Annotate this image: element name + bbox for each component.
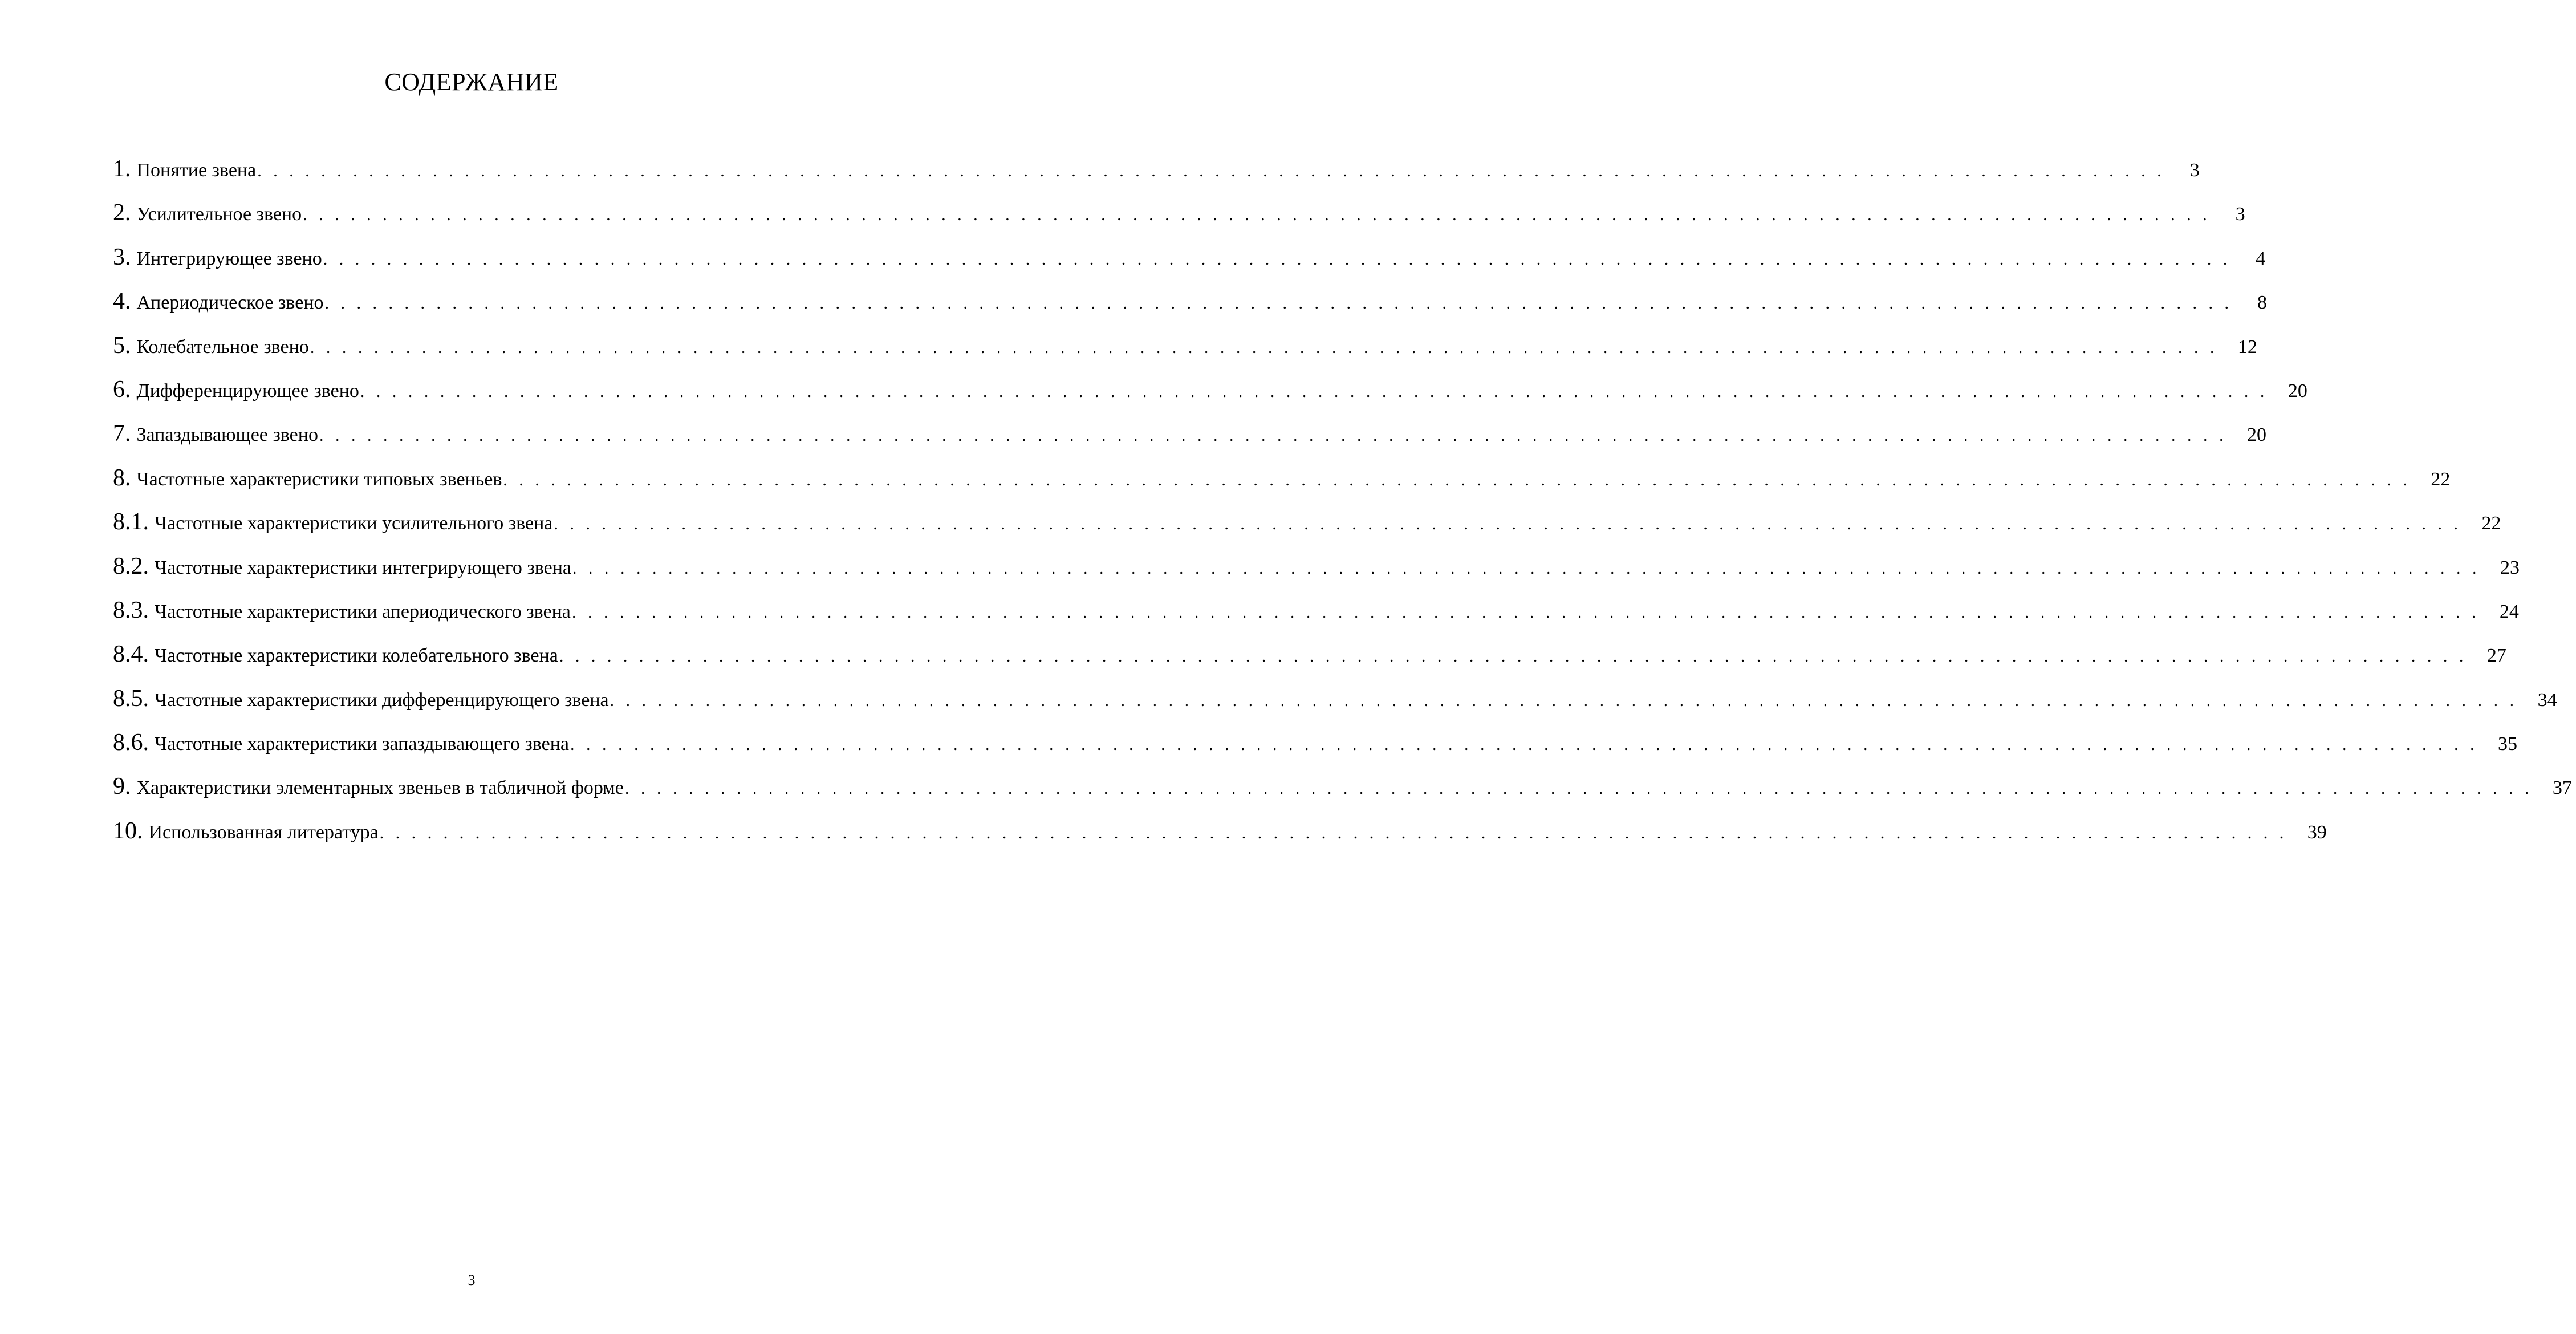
- toc-entry[interactable]: [113, 817, 2327, 861]
- toc-entry-title: Частотные характеристики усилительного звена: [155, 513, 553, 534]
- toc-entry-page: 8: [2257, 292, 2268, 314]
- toc-entry[interactable]: [113, 376, 2307, 420]
- toc-entry-page: 22: [2481, 513, 2501, 534]
- toc-entry[interactable]: [113, 729, 2517, 773]
- toc-entry-title: Дифференцирующее звено: [136, 380, 359, 402]
- toc-entry[interactable]: [113, 464, 2451, 508]
- dot-leader: . . . . . . . . . . . . . . . . . . . . . . . . . . . . . . . . . . . . . . . . . . . . . . . . . . . . . . . . . . . . . . . . . . . . . . . . . . . . . . . . . . . . . . . . . . . . . . . . . . . . . . . . . . . . . . . . . . . . . . . .: [319, 426, 2227, 445]
- toc-entry-page: 22: [2431, 468, 2451, 490]
- toc-entry-number: 5.: [113, 332, 131, 359]
- toc-entry-page: 37: [2552, 777, 2572, 799]
- toc-entry-page: 23: [2500, 557, 2520, 578]
- toc-entry-number: 8.1.: [113, 509, 149, 536]
- toc-entry-number: 9.: [113, 773, 131, 800]
- dot-leader: . . . . . . . . . . . . . . . . . . . . . . . . . . . . . . . . . . . . . . . . . . . . . . . . . . . . . . . . . . . . . . . . . . . . . . . . . . . . . . . . . . . . . . . . . . . . . . . . . . . . . . . . . . . . . . . . . . . . . . . .: [571, 602, 2480, 622]
- toc-entry[interactable]: [113, 597, 2519, 640]
- toc-entry-page: 3: [2235, 204, 2245, 225]
- toc-entry[interactable]: [113, 199, 2245, 243]
- toc-entry-title: Колебательное звено: [136, 336, 309, 358]
- dot-leader: . . . . . . . . . . . . . . . . . . . . . . . . . . . . . . . . . . . . . . . . . . . . . . . . . . . . . . . . . . . . . . . . . . . . . . . . . . . . . . . . . . . . . . . . . . . . . . . . . . . . . . . . . . . . . . . . . . . . . . . .: [503, 470, 2411, 489]
- toc-entry-page: 12: [2237, 336, 2257, 358]
- toc-entry[interactable]: [113, 773, 2572, 817]
- toc-entry[interactable]: [113, 553, 2520, 597]
- toc-entry-number: 7.: [113, 420, 131, 447]
- toc-entry-number: 2.: [113, 200, 131, 226]
- toc-entry-number: 3.: [113, 244, 131, 270]
- toc-entry[interactable]: [113, 685, 2557, 729]
- dot-leader: . . . . . . . . . . . . . . . . . . . . . . . . . . . . . . . . . . . . . . . . . . . . . . . . . . . . . . . . . . . . . . . . . . . . . . . . . . . . . . . . . . . . . . . . . . . . . . . . . . . . . . . . . . . . . . . . . . . . . . . .: [360, 382, 2268, 401]
- toc-entry-number: 8.3.: [113, 597, 149, 623]
- dot-leader: . . . . . . . . . . . . . . . . . . . . . . . . . . . . . . . . . . . . . . . . . . . . . . . . . . . . . . . . . . . . . . . . . . . . . . . . . . . . . . . . . . . . . . . . . . . . . . . . . . . . . . . . . . . . . . . . . . . . . . . .: [570, 735, 2478, 755]
- dot-leader: . . . . . . . . . . . . . . . . . . . . . . . . . . . . . . . . . . . . . . . . . . . . . . . . . . . . . . . . . . . . . . . . . . . . . . . . . . . . . . . . . . . . . . . . . . . . . . . . . . . . . . . . . . . . . . . . . . . . . . . .: [324, 294, 2233, 313]
- toc-entry-number: 8.: [113, 464, 131, 491]
- dot-leader: . . . . . . . . . . . . . . . . . . . . . . . . . . . . . . . . . . . . . . . . . . . . . . . . . . . . . . . . . . . . . . . . . . . . . . . . . . . . . . . . . . . . . . . . . . . . . . . . . . . . . . . . . . . . . . . . . . . . . . . .: [310, 338, 2218, 357]
- toc-entry-title: Усилительное звено: [136, 204, 302, 225]
- toc-entry-title: Апериодическое звено: [136, 292, 324, 314]
- toc-entry-title: Использованная литература: [148, 821, 379, 843]
- toc-entry-number: 1.: [113, 156, 131, 182]
- page-number: 3: [468, 1272, 476, 1288]
- dot-leader: . . . . . . . . . . . . . . . . . . . . . . . . . . . . . . . . . . . . . . . . . . . . . . . . . . . . . . . . . . . . . . . . . . . . . . . . . . . . . . . . . . . . . . . . . . . . . . . . . . . . . . . . . . . . . . . . . . . . . . . .: [323, 249, 2231, 269]
- dot-leader: . . . . . . . . . . . . . . . . . . . . . . . . . . . . . . . . . . . . . . . . . . . . . . . . . . . . . . . . . . . . . . . . . . . . . . . . . . . . . . . . . . . . . . . . . . . . . . . . . . . . . . . . . . . . . . . . . . . . . . . .: [572, 558, 2480, 578]
- toc-entry-title: Частотные характеристики дифференцирующего звена: [155, 689, 609, 711]
- toc-entry[interactable]: [113, 155, 2200, 199]
- toc-entry-number: 8.2.: [113, 553, 149, 579]
- toc-entry-title: Частотные характеристики запаздывающего звена: [155, 733, 569, 755]
- toc-entry-title: Характеристики элементарных звеньев в табличной форме: [136, 777, 624, 799]
- toc-entry-number: 4.: [113, 288, 131, 315]
- dot-leader: . . . . . . . . . . . . . . . . . . . . . . . . . . . . . . . . . . . . . . . . . . . . . . . . . . . . . . . . . . . . . . . . . . . . . . . . . . . . . . . . . . . . . . . . . . . . . . . . . . . . . . . . . . . . . . . . . . . . . . . .: [379, 823, 2287, 842]
- toc-entry[interactable]: [113, 287, 2268, 331]
- toc-entry-page: 3: [2189, 160, 2200, 181]
- dot-leader: . . . . . . . . . . . . . . . . . . . . . . . . . . . . . . . . . . . . . . . . . . . . . . . . . . . . . . . . . . . . . . . . . . . . . . . . . . . . . . . . . . . . . . . . . . . . . . . . . . . . . . . . . . . . . . . . . . . . . . . .: [303, 205, 2211, 225]
- toc-entry[interactable]: [113, 508, 2501, 552]
- toc-entry-title: Запаздывающее звено: [136, 424, 318, 446]
- toc-title: СОДЕРЖАНИЕ: [384, 68, 559, 96]
- toc-entry-title: Частотные характеристики интегрирующего звена: [155, 557, 571, 578]
- toc-entry-page: 24: [2499, 601, 2519, 622]
- toc-entry-number: 8.4.: [113, 641, 149, 668]
- toc-list: [113, 155, 2572, 861]
- toc-entry-page: 20: [2246, 424, 2266, 446]
- toc-entry-page: 4: [2256, 248, 2266, 269]
- toc-entry[interactable]: [113, 244, 2266, 287]
- toc-entry-number: 10.: [113, 817, 143, 844]
- toc-entry-title: Частотные характеристики колебательного звена: [155, 645, 558, 667]
- toc-entry[interactable]: [113, 332, 2257, 376]
- dot-leader: . . . . . . . . . . . . . . . . . . . . . . . . . . . . . . . . . . . . . . . . . . . . . . . . . . . . . . . . . . . . . . . . . . . . . . . . . . . . . . . . . . . . . . . . . . . . . . . . . . . . . . . . . . . . . . . . . . . . . . . .: [559, 647, 2467, 666]
- toc-entry-page: 35: [2497, 733, 2517, 755]
- toc-entry-page: 34: [2537, 689, 2557, 711]
- toc-entry[interactable]: [113, 640, 2506, 684]
- dot-leader: . . . . . . . . . . . . . . . . . . . . . . . . . . . . . . . . . . . . . . . . . . . . . . . . . . . . . . . . . . . . . . . . . . . . . . . . . . . . . . . . . . . . . . . . . . . . . . . . . . . . . . . . . . . . . . . . . . . . . . . .: [624, 779, 2533, 798]
- toc-entry-title: Понятие звена: [136, 160, 257, 181]
- dot-leader: . . . . . . . . . . . . . . . . . . . . . . . . . . . . . . . . . . . . . . . . . . . . . . . . . . . . . . . . . . . . . . . . . . . . . . . . . . . . . . . . . . . . . . . . . . . . . . . . . . . . . . . . . . . . . . . . . . . . . . . .: [554, 514, 2462, 534]
- toc-entry-number: 8.6.: [113, 729, 149, 756]
- toc-entry-title: Частотные характеристики апериодического звена: [155, 601, 571, 622]
- toc-entry-page: 27: [2486, 645, 2506, 667]
- dot-leader: . . . . . . . . . . . . . . . . . . . . . . . . . . . . . . . . . . . . . . . . . . . . . . . . . . . . . . . . . . . . . . . . . . . . . . . . . . . . . . . . . . . . . . . . . . . . . . . . . . . . . . . . . . . . . . . . . . . . . . . .: [610, 691, 2518, 710]
- dot-leader: . . . . . . . . . . . . . . . . . . . . . . . . . . . . . . . . . . . . . . . . . . . . . . . . . . . . . . . . . . . . . . . . . . . . . . . . . . . . . . . . . . . . . . . . . . . . . . . . . . . . . . . . . . . . . . . . . . . . . . . .: [257, 161, 2165, 180]
- toc-entry-title: Интегрирующее звено: [136, 248, 322, 269]
- toc-entry[interactable]: [113, 420, 2266, 464]
- toc-entry-page: 20: [2287, 380, 2307, 402]
- toc-entry-number: 6.: [113, 376, 131, 403]
- toc-entry-title: Частотные характеристики типовых звеньев: [136, 468, 502, 490]
- toc-entry-number: 8.5.: [113, 685, 149, 712]
- toc-entry-page: 39: [2307, 821, 2327, 843]
